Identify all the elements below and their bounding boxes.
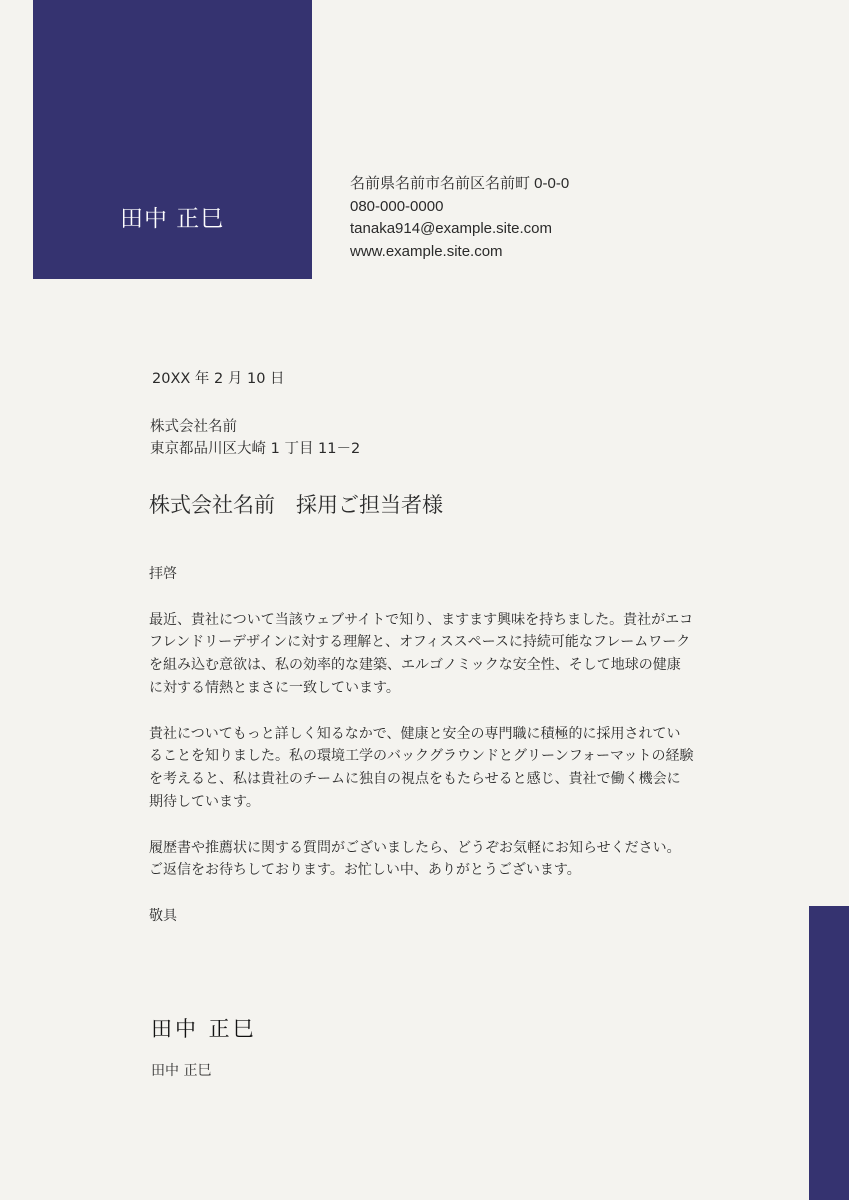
recipient-block bbox=[150, 416, 360, 460]
body-paragraph-2: 貴社についてもっと詳しく知るなかで、健康と安全の専門職に積極的に採用されていることを知りました。私の環境工学のバックグラウンドとグリーンフォーマットの経験を考えると、私は貴社のチームに独自の視点をもたらせると感じ、貴社で働く機会に期待しています。 bbox=[149, 725, 694, 810]
signature: 田中 正巳 bbox=[151, 1017, 257, 1041]
salutation: 拝啓 bbox=[149, 566, 177, 582]
body-paragraph-3-line-2: ご返信をお待ちしております。お忙しい中、ありがとうございます。 bbox=[149, 862, 581, 879]
printed-name: 田中 正巳 bbox=[151, 1063, 212, 1079]
contact-address: 名前県名前市名前区名前町 0-0-0 bbox=[350, 175, 570, 192]
recipient-address: 東京都品川区大崎 1 丁目 11－2 bbox=[150, 441, 361, 457]
footer-side-bar bbox=[809, 906, 849, 1200]
body-paragraph-3 bbox=[149, 837, 694, 883]
header-color-block bbox=[33, 0, 312, 279]
closing: 敬具 bbox=[149, 907, 177, 924]
contact-phone: 080-000-0000 bbox=[350, 197, 444, 215]
body-paragraph-1: 最近、貴社について当該ウェブサイトで知り、ますます興味を持ちました。貴社がエコフレンドリーデザインに対する理解と、オフィススペースに持続可能なフレームワークを組み込む意欲は、私の効率的な建築、エルゴノミックな安全性、そして地球の健康に対する情熱とまさに一致しています。 bbox=[149, 611, 694, 696]
header-name: 田中 正巳 bbox=[120, 206, 225, 232]
letter-date: 20XX 年 2 月 10 日 bbox=[152, 371, 285, 387]
recipient-company: 株式会社名前 bbox=[150, 419, 237, 435]
contact-website: www.example.site.com bbox=[350, 243, 503, 261]
body-paragraph-3-line-1: 履歴書や推薦状に関する質問がございましたら、どうぞお気軽にお知らせください。 bbox=[149, 839, 681, 856]
contact-email: tanaka914@example.site.com bbox=[350, 220, 553, 238]
contact-info bbox=[350, 173, 569, 264]
letter-body bbox=[149, 563, 694, 928]
addressee-heading: 株式会社名前 採用ご担当者様 bbox=[149, 493, 443, 517]
